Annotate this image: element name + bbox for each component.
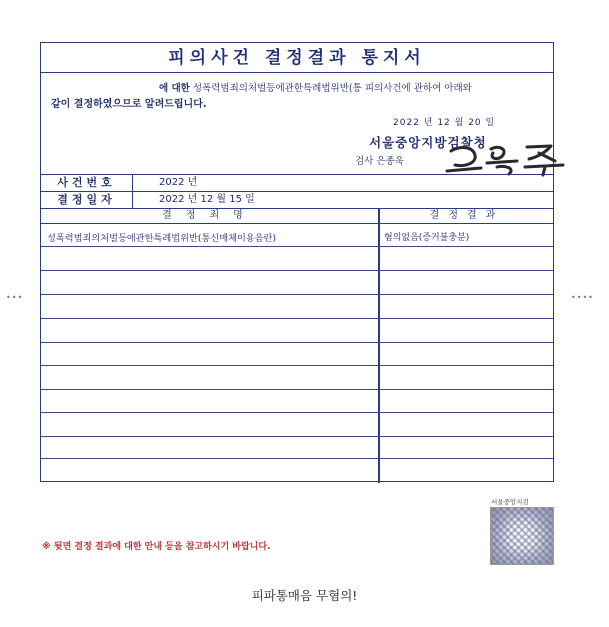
case-number-row	[41, 174, 553, 191]
hologram-seal	[490, 507, 554, 565]
table-row-line	[41, 270, 553, 271]
document-title: 피의사건 결정결과 통지서	[41, 43, 553, 73]
intro-charge: 성폭력범죄의처벌등에관한특례법위반(통	[192, 83, 362, 94]
decision-result-cell: 혐의없음(증거불충분)	[384, 233, 470, 243]
side-dots-left: •••	[6, 293, 24, 302]
result-table-header	[41, 208, 553, 224]
charge-column-header: 결정죄명	[162, 210, 257, 221]
decided-charge-cell: 성폭력범죄의처벌등에관한특례법위반(통신매체이용음란)	[47, 233, 277, 244]
intro-line-1	[159, 80, 472, 94]
table-row-line	[41, 436, 553, 437]
intro-line-2: 같이 결정하였으므로 알려드립니다.	[51, 99, 207, 110]
case-number-value: 2022 년	[159, 177, 198, 188]
result-column-header: 결정결과	[429, 210, 505, 221]
table-row-line	[41, 246, 553, 247]
notice-text: ※ 뒷면 결정 결과에 대한 안내 등을 참고하시기 바랍니다.	[42, 542, 271, 552]
decision-date-label: 결정일자	[41, 192, 133, 208]
post-caption: 피파통매음 무혐의!	[251, 588, 358, 603]
seal-label: 서울중앙지검	[491, 498, 529, 506]
table-row-line	[41, 318, 553, 319]
decision-date-row	[41, 191, 553, 208]
table-row-line	[41, 458, 553, 459]
prosecutor-office: 서울중앙지방검찰청	[369, 135, 487, 150]
table-row-line	[41, 294, 553, 295]
column-divider	[378, 208, 380, 483]
table-row-line	[41, 389, 553, 390]
table-row-line	[41, 365, 553, 366]
intro-suffix: 피의사건에 관하여 아래와	[364, 83, 472, 94]
case-number-label: 사건번호	[41, 175, 133, 191]
notification-document	[40, 42, 554, 482]
decision-date-value: 2022 년 12 월 15 일	[159, 194, 255, 205]
table-row-line	[41, 342, 553, 343]
intro-prefix: 에 대한	[159, 83, 190, 94]
prosecutor-name: 검사 은종욱	[355, 156, 404, 167]
table-row-line	[41, 412, 553, 413]
side-dots-right: ••••	[571, 293, 594, 302]
issue-date: 2022 년 12 월 20 일	[393, 118, 496, 128]
signature-image	[441, 141, 571, 177]
